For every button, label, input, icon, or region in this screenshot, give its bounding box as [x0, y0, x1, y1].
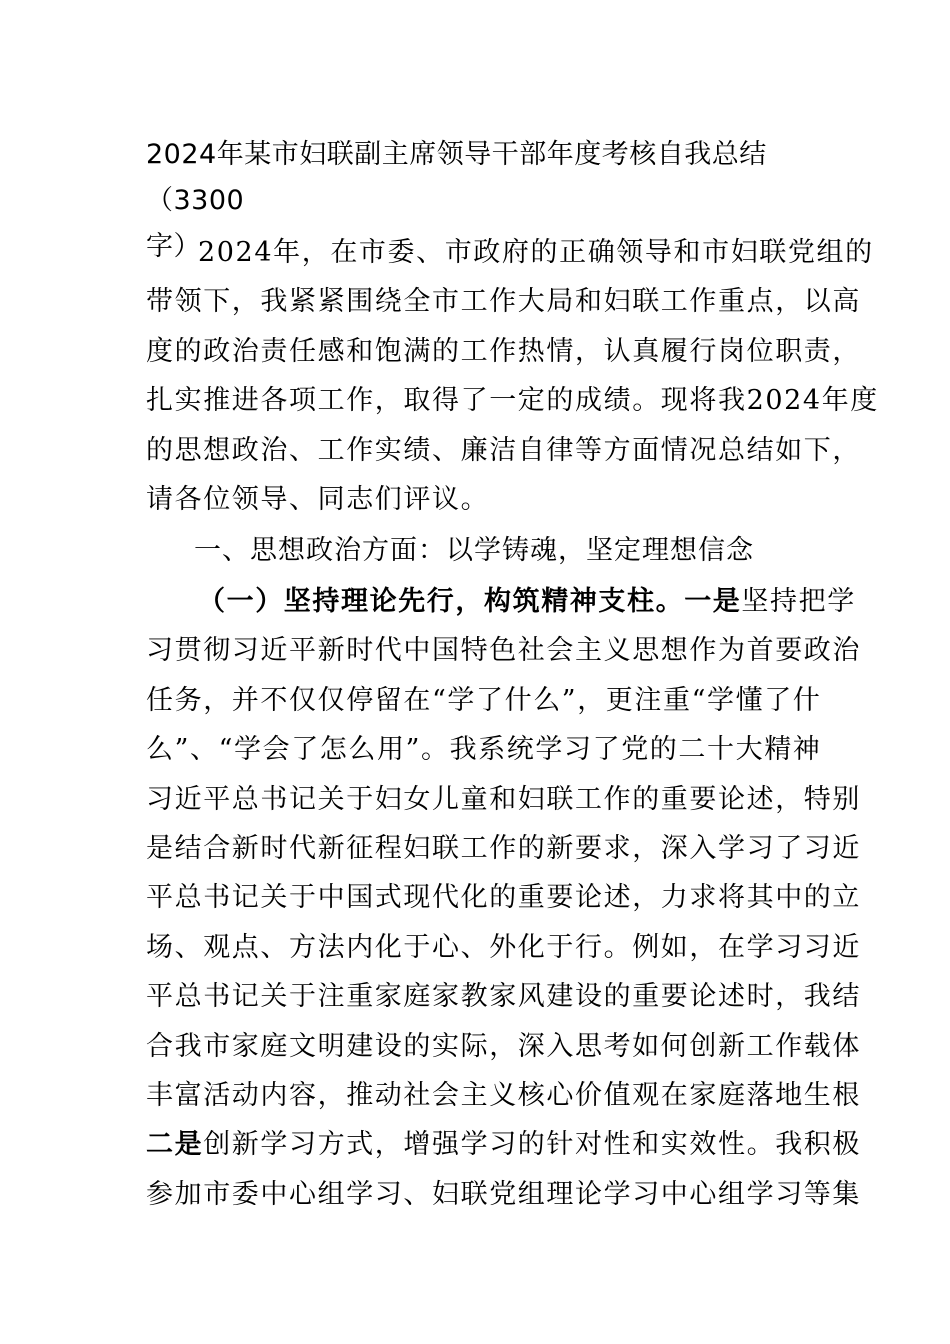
- intro-line: 请各位领导、同志们评议。: [146, 483, 490, 515]
- intro-paragraph: [146, 228, 879, 524]
- section-heading: 一、思想政治方面：以学铸魂，坚定理想信念: [194, 535, 754, 566]
- body-line: 是结合新时代新征程妇联工作的新要求，深入学习了习近: [146, 832, 861, 864]
- body-line: 丰富活动内容，推动社会主义核心价值观在家庭落地生根: [146, 1079, 861, 1111]
- body-line: 么”、“学会了怎么用”。我系统学习了党的二十大精神: [146, 734, 822, 766]
- intro-line: 度的政治责任感和饱满的工作热情，认真履行岗位职责，: [146, 335, 861, 367]
- title-line-2: 字）: [146, 231, 201, 262]
- marker-second: 二是: [146, 1129, 204, 1161]
- first-line-rest: 坚持把学: [741, 586, 856, 617]
- body-line: 平总书记关于中国式现代化的重要论述，力求将其中的立: [146, 882, 861, 914]
- intro-line: 扎实推进各项工作，取得了一定的成绩。现将我2024年度: [146, 385, 879, 417]
- subsection-paragraph: [146, 577, 862, 1219]
- intro-line: 的思想政治、工作实绩、廉洁自律等方面情况总结如下，: [146, 434, 861, 466]
- intro-line: 2024年，在市委、市政府的正确领导和市妇联党组的: [198, 237, 874, 268]
- body-line: 习近平总书记关于妇女儿童和妇联工作的重要论述，特别: [146, 783, 861, 815]
- title-line-1: 2024年某市妇联副主席领导干部年度考核自我总结（3300: [146, 139, 767, 216]
- body-line: 参加市委中心组学习、妇联党组理论学习中心组学习等集: [146, 1178, 861, 1210]
- subsection-first-line: [146, 577, 856, 626]
- body-line: 任务，并不仅仅停留在“学了什么”，更注重“学懂了什: [146, 684, 822, 716]
- body-line-second-point: [146, 1120, 862, 1169]
- body-line: 场、观点、方法内化于心、外化于行。例如，在学习习近: [146, 931, 861, 963]
- body-line: 平总书记关于注重家庭家教家风建设的重要论述时，我结: [146, 981, 861, 1013]
- body-line: 合我市家庭文明建设的实际，深入思考如何创新工作载体: [146, 1030, 861, 1062]
- subsection-heading: （一）坚持理论先行，构筑精神支柱。: [198, 586, 685, 617]
- second-line-rest: 创新学习方式，增强学习的针对性和实效性。我积极: [203, 1129, 862, 1161]
- marker-first: 一是: [684, 586, 742, 617]
- body-line: 习贯彻习近平新时代中国特色社会主义思想作为首要政治: [146, 635, 861, 667]
- intro-line: 带领下，我紧紧围绕全市工作大局和妇联工作重点，以高: [146, 286, 861, 318]
